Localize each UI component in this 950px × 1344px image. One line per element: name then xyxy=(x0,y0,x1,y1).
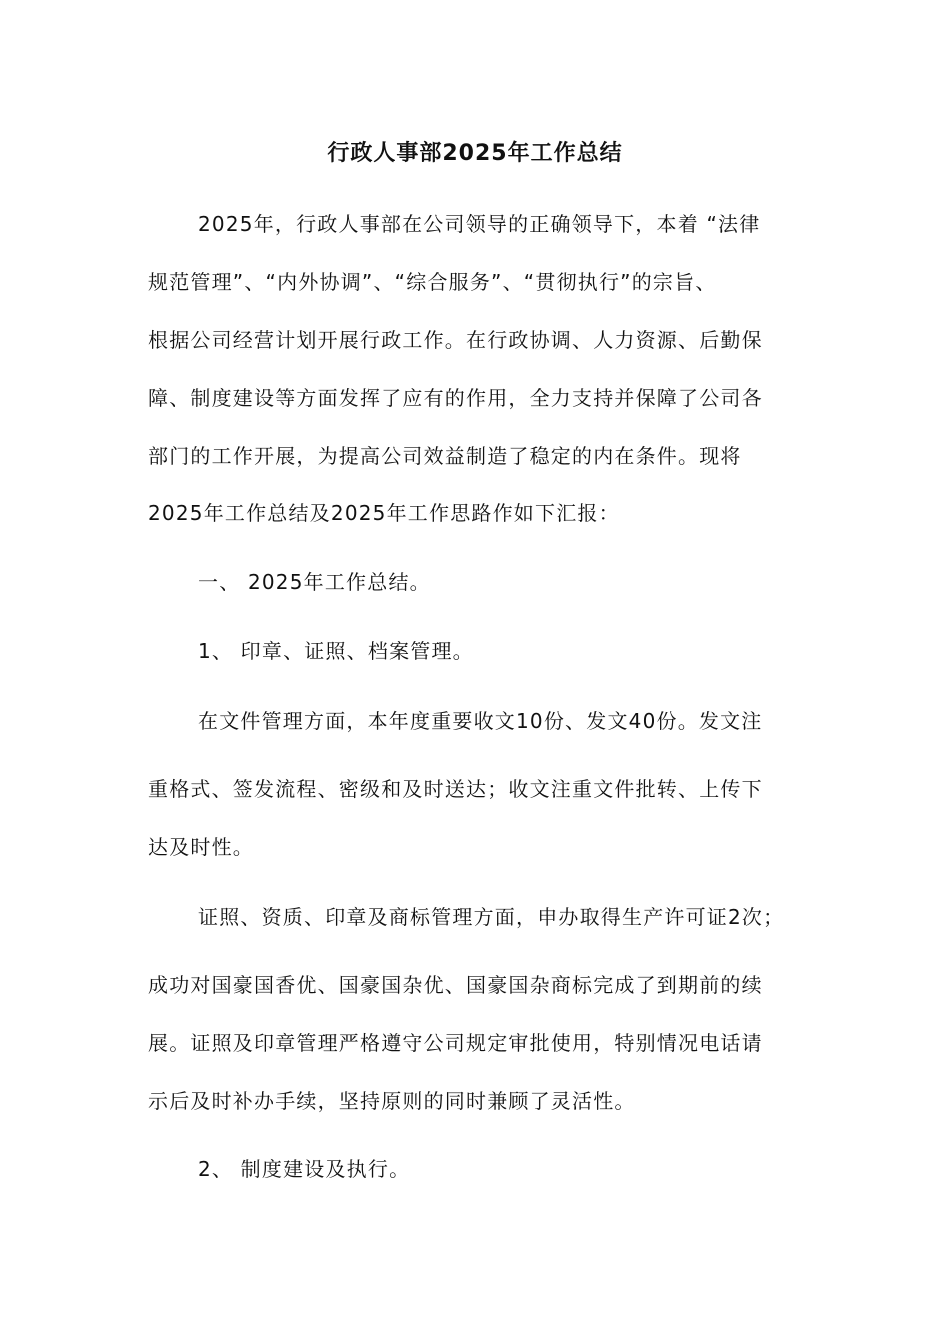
section-heading: 一、 2025年工作总结。 xyxy=(198,570,431,594)
paragraph-line: 障、制度建设等方面发挥了应有的作用，全力支持并保障了公司各 xyxy=(148,386,763,410)
document-title: 行政人事部2025年工作总结 xyxy=(327,141,623,166)
paragraph-line: 展。证照及印章管理严格遵守公司规定审批使用，特别情况电话请 xyxy=(148,1031,763,1055)
paragraph-line: 在文件管理方面，本年度重要收文10份、发文40份。发文注 xyxy=(198,709,763,733)
paragraph-line: 2025年工作总结及2025年工作思路作如下汇报： xyxy=(148,501,620,525)
paragraph-line: 部门的工作开展，为提高公司效益制造了稳定的内在条件。现将 xyxy=(148,444,742,468)
paragraph-line: 示后及时补办手续，坚持原则的同时兼顾了灵活性。 xyxy=(148,1089,636,1113)
paragraph-line: 成功对国豪国香优、国豪国杂优、国豪国杂商标完成了到期前的续 xyxy=(148,973,763,997)
paragraph-line: 重格式、签发流程、密级和及时送达；收文注重文件批转、上传下 xyxy=(148,777,763,801)
paragraph-line: 根据公司经营计划开展行政工作。在行政协调、人力资源、后勤保 xyxy=(148,328,763,352)
paragraph-line: 2025年，行政人事部在公司领导的正确领导下，本着 “法律 xyxy=(198,212,761,236)
paragraph-line: 达及时性。 xyxy=(148,835,254,859)
subsection-heading: 2、 制度建设及执行。 xyxy=(198,1157,411,1181)
paragraph-line: 证照、资质、印章及商标管理方面，申办取得生产许可证2次； xyxy=(198,905,785,929)
subsection-heading: 1、 印章、证照、档案管理。 xyxy=(198,639,474,663)
paragraph-line: 规范管理”、“内外协调”、“综合服务”、“贯彻执行”的宗旨、 xyxy=(148,270,717,294)
